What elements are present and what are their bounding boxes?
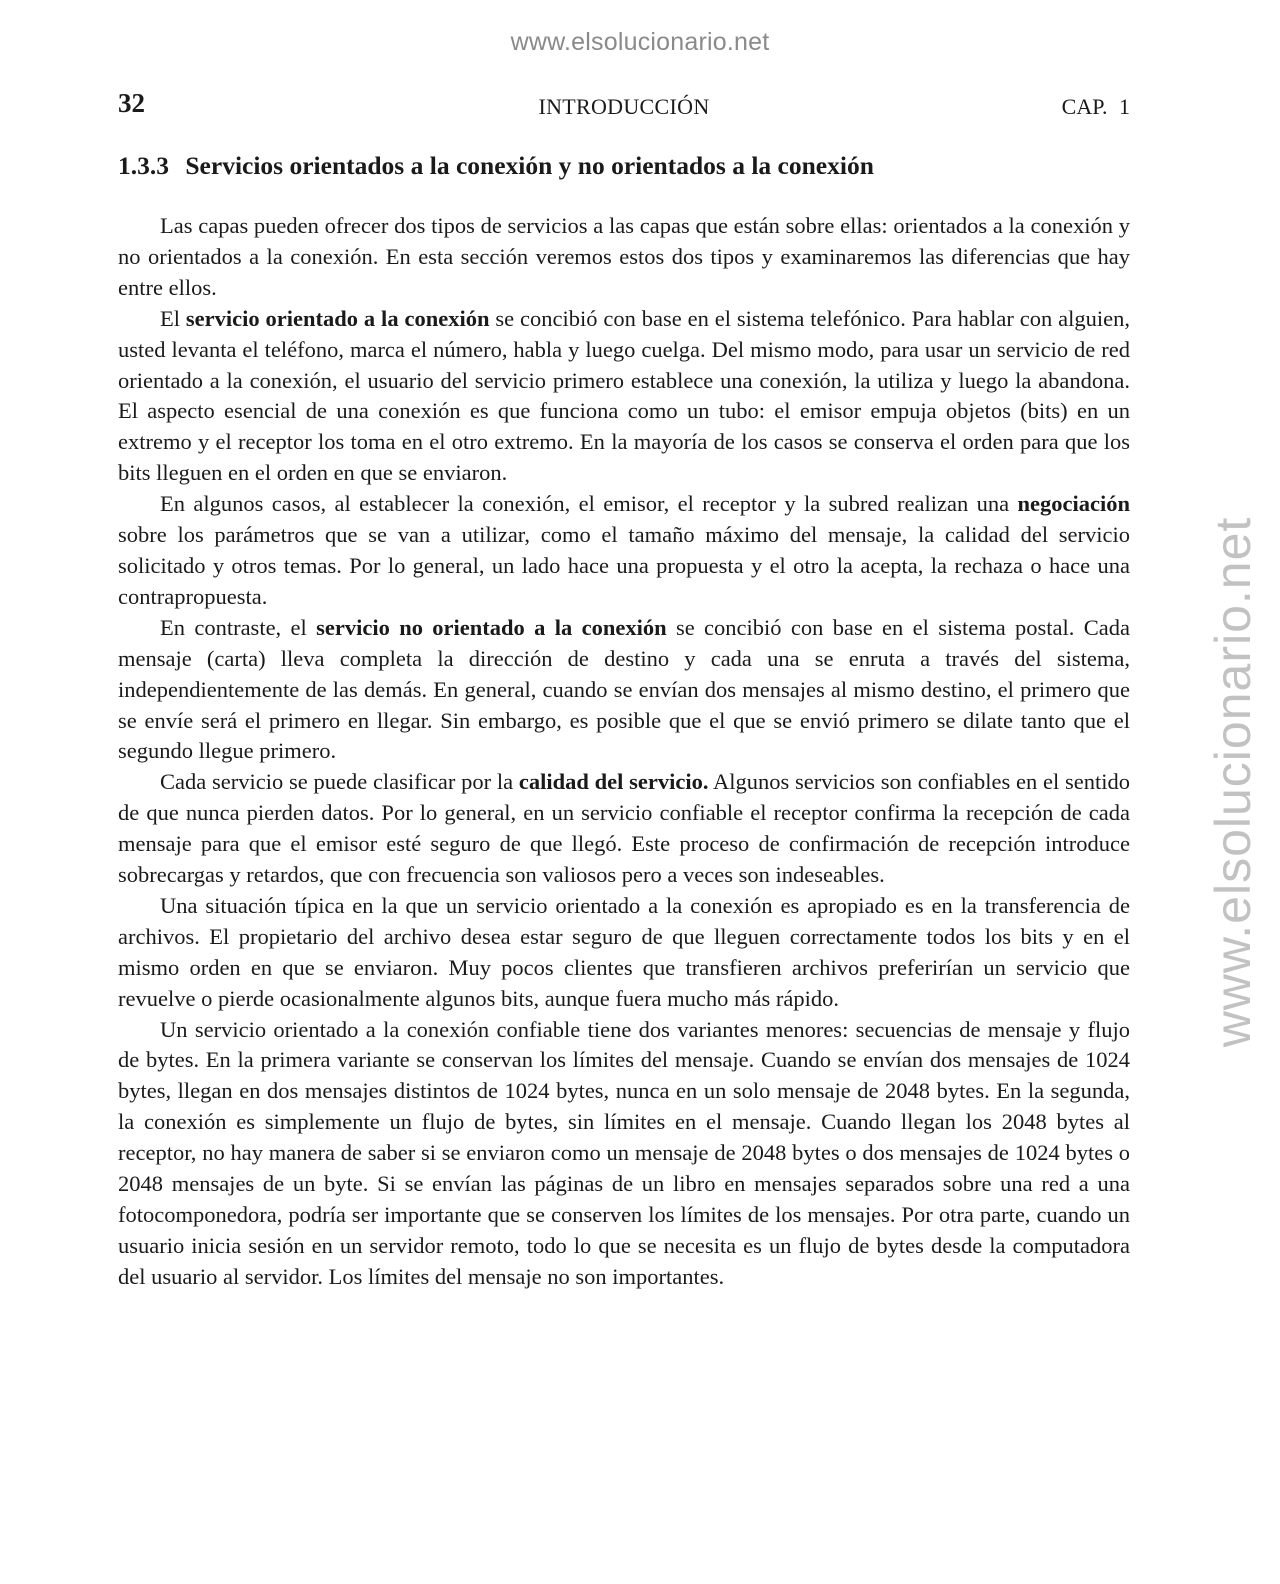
- text-run: Un servicio orientado a la conexión confiable tiene dos variantes menores: secuencias de mensaje y flujo de bytes. En la primera variante se conservan los límites del mensaje. Cuando se envían dos mensajes de 1024 bytes, llegan en dos mensajes distintos de 1024 bytes, nunca en un solo mensaje de 2048 bytes. En la segunda, la conexión es simplemente un flujo de bytes, sin límites en el mensaje. Cuando llegan los 2048 bytes al receptor, no hay manera de saber si se enviaron como un mensaje de 2048 bytes o dos mensajes de 1024 bytes o 2048 mensajes de un byte. Si se envían las páginas de un libro en mensajes separados sobre una red a una fotocomponedora, podría ser importante que se conserven los límites de los mensajes. Por otra parte, cuando un usuario inicia sesión en un servidor remoto, todo lo que se necesita es un flujo de bytes desde la computadora del usuario al servidor. Los límites del mensaje no son importantes.: [118, 1016, 1130, 1289]
- watermark-top: www.elsolucionario.net: [510, 28, 770, 56]
- paragraph: [118, 1015, 1130, 1293]
- paragraph: [118, 613, 1130, 768]
- section-heading: [118, 150, 1130, 182]
- text-run: se concibió con base en el sistema postal. Cada mensaje (carta) lleva completa la dirección de destino y cada una se enruta a través del sistema, independientemente de las demás. En general, cuando se envían dos mensajes al mismo destino, el primero que se envíe será el primero en llegar. Sin embargo, es posible que el que se envió primero se dilate tanto que el segundo llegue primero.: [118, 614, 1131, 764]
- text-run: Algunos servicios son confiables en el sentido de que nunca pierden datos. Por lo general, en un servicio confiable el receptor confirma la recepción de cada mensaje para que el emisor esté seguro de que llegó. Este proceso de confirmación de recepción introduce sobrecargas y retardos, que con frecuencia son valiosos pero a veces son indeseables.: [118, 769, 1130, 888]
- chapter-title: INTRODUCCIÓN: [538, 94, 710, 119]
- text-run: Una situación típica en la que un servicio orientado a la conexión es apropiado es en la transferencia de archivos. El propietario del archivo desea estar seguro de que lleguen correctamente todos los bits y en el mismo orden en que se enviaron. Muy pocos clientes que transfieren archivos preferirían un servicio que revuelve o pierde ocasionalmente algunos bits, aunque fuera mucho más rápido.: [118, 892, 1130, 1011]
- bold-term: calidad del servicio.: [518, 769, 709, 795]
- text-run: sobre los parámetros que se van a utilizar, como el tamaño máximo del mensaje, la calidad del servicio solicitado y otros temas. Por lo general, un lado hace una propuesta y el otro la acepta, la rechaza o hace una contrapropuesta.: [118, 522, 1130, 609]
- text-run: El: [160, 305, 186, 331]
- section-number: 1.3.3: [118, 151, 169, 180]
- body-text: [118, 211, 1130, 1293]
- running-head: [118, 88, 1130, 124]
- chapter-ref: CAP. 1: [1061, 94, 1130, 119]
- text-run: En contraste, el: [160, 614, 317, 640]
- text-run: En algunos casos, al establecer la conexión, el emisor, el receptor y la subred realizan una: [160, 491, 1018, 517]
- text-run: Las capas pueden ofrecer dos tipos de servicios a las capas que están sobre ellas: orientados a la conexión y no orientados a la conexión. En esta sección veremos estos dos tipos y examinaremos las diferencias que hay entre ellos.: [118, 213, 1130, 300]
- bold-term: negociación: [1017, 491, 1130, 517]
- paragraph: [118, 211, 1130, 304]
- paragraph: [118, 304, 1130, 489]
- watermark-side: www.elsolucionario.net: [1205, 516, 1261, 1048]
- paragraph: [118, 767, 1130, 891]
- text-run: se concibió con base en el sistema telefónico. Para hablar con alguien, usted levanta el teléfono, marca el número, habla y luego cuelga. Del mismo modo, para usar un servicio de red orientado a la conexión, el usuario del servicio primero establece una conexión, la utiliza y luego la abandona. El aspecto esencial de una conexión es que funciona como un tubo: el emisor empuja objetos (bits) en un extremo y el receptor los toma en el otro extremo. En la mayoría de los casos se conserva el orden para que los bits lleguen en el orden en que se enviaron.: [118, 305, 1131, 486]
- bold-term: servicio orientado a la conexión: [185, 305, 490, 331]
- bold-term: servicio no orientado a la conexión: [316, 614, 667, 640]
- paragraph: [118, 489, 1130, 613]
- text-run: Cada servicio se puede clasificar por la: [160, 769, 519, 795]
- page-number: 32: [118, 88, 145, 118]
- section-title: Servicios orientados a la conexión y no orientados a la conexión: [185, 151, 874, 180]
- paragraph: [118, 891, 1130, 1015]
